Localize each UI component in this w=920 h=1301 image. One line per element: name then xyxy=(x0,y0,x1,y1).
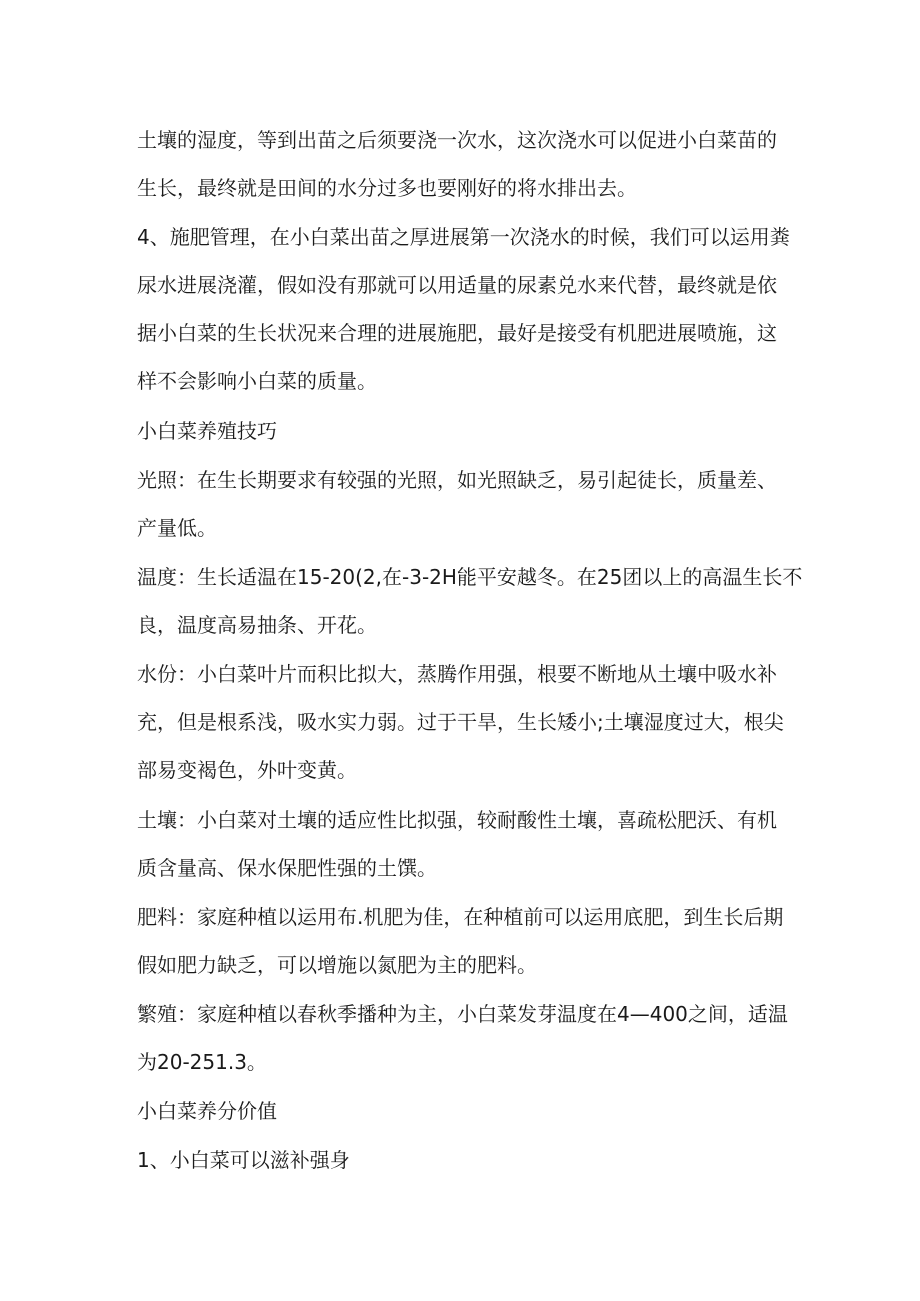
paragraph-soil-moisture xyxy=(137,116,797,212)
text-line: 小白菜养殖技巧 xyxy=(137,419,277,443)
paragraph-nutrition-item-1 xyxy=(137,1136,797,1184)
paragraph-fertilizer-management xyxy=(137,213,797,405)
text-line: 为20-251.3。 xyxy=(137,1050,267,1074)
paragraph-temperature xyxy=(137,553,803,649)
text-line: 1、小白菜可以滋补强身 xyxy=(137,1148,350,1172)
paragraph-soil xyxy=(137,796,797,892)
text-line: 繁殖：家庭种植以春秋季播种为主，小白菜发芽温度在4—400之间，适温 xyxy=(137,1002,788,1026)
text-line: 4、施肥管理，在小白菜出苗之厚进展第一次浇水的时候，我们可以运用粪 xyxy=(137,225,790,249)
text-line: 质含量高、保水保肥性强的土馔。 xyxy=(137,856,437,880)
heading-cultivation-tips xyxy=(137,407,797,455)
text-line: 肥料：家庭种植以运用布.机肥为佳，在种植前可以运用底肥，到生长后期 xyxy=(137,905,784,929)
text-line: 土壤的湿度，等到出苗之后须要浇一次水，这次浇水可以促进小白菜苗的 xyxy=(137,128,777,152)
text-line: 生长，最终就是田间的水分过多也要刚好的将水排出去。 xyxy=(137,176,637,200)
paragraph-propagation xyxy=(137,990,797,1086)
paragraph-fertilizer xyxy=(137,893,797,989)
text-line: 良，温度高易抽条、开花。 xyxy=(137,613,377,637)
paragraph-water xyxy=(137,650,797,794)
text-line: 样不会影响小白菜的质量。 xyxy=(137,369,377,393)
paragraph-light xyxy=(137,456,797,552)
text-line: 充，但是根系浅，吸水实力弱。过于干旱，生长矮小;土壤湿度过大，根尖 xyxy=(137,710,784,734)
text-line: 假如肥力缺乏，可以增施以氮肥为主的肥料。 xyxy=(137,953,537,977)
text-line: 部易变褐色，外叶变黄。 xyxy=(137,758,357,782)
text-line: 小白菜养分价值 xyxy=(137,1099,277,1123)
text-line: 光照：在生长期要求有较强的光照，如光照缺乏，易引起徒长，质量差、 xyxy=(137,468,777,492)
text-line: 据小白菜的生长状况来合理的进展施肥，最好是接受有机肥进展喷施，这 xyxy=(137,321,777,345)
text-line: 水份：小白菜叶片而积比拟大，蒸腾作用强，根要不断地从土壤中吸水补 xyxy=(137,662,777,686)
text-line: 土壤：小白菜对土壤的适应性比拟强，较耐酸性土壤，喜疏松肥沃、有机 xyxy=(137,808,777,832)
text-line: 温度：生长适温在15-20(2,在-3-2H能平安越冬。在25团以上的高温生长不 xyxy=(137,565,803,589)
text-line: 产量低。 xyxy=(137,516,217,540)
text-line: 尿水进展浇灌，假如没有那就可以用适量的尿素兑水来代替，最终就是依 xyxy=(137,273,777,297)
heading-nutrition-value xyxy=(137,1087,797,1135)
